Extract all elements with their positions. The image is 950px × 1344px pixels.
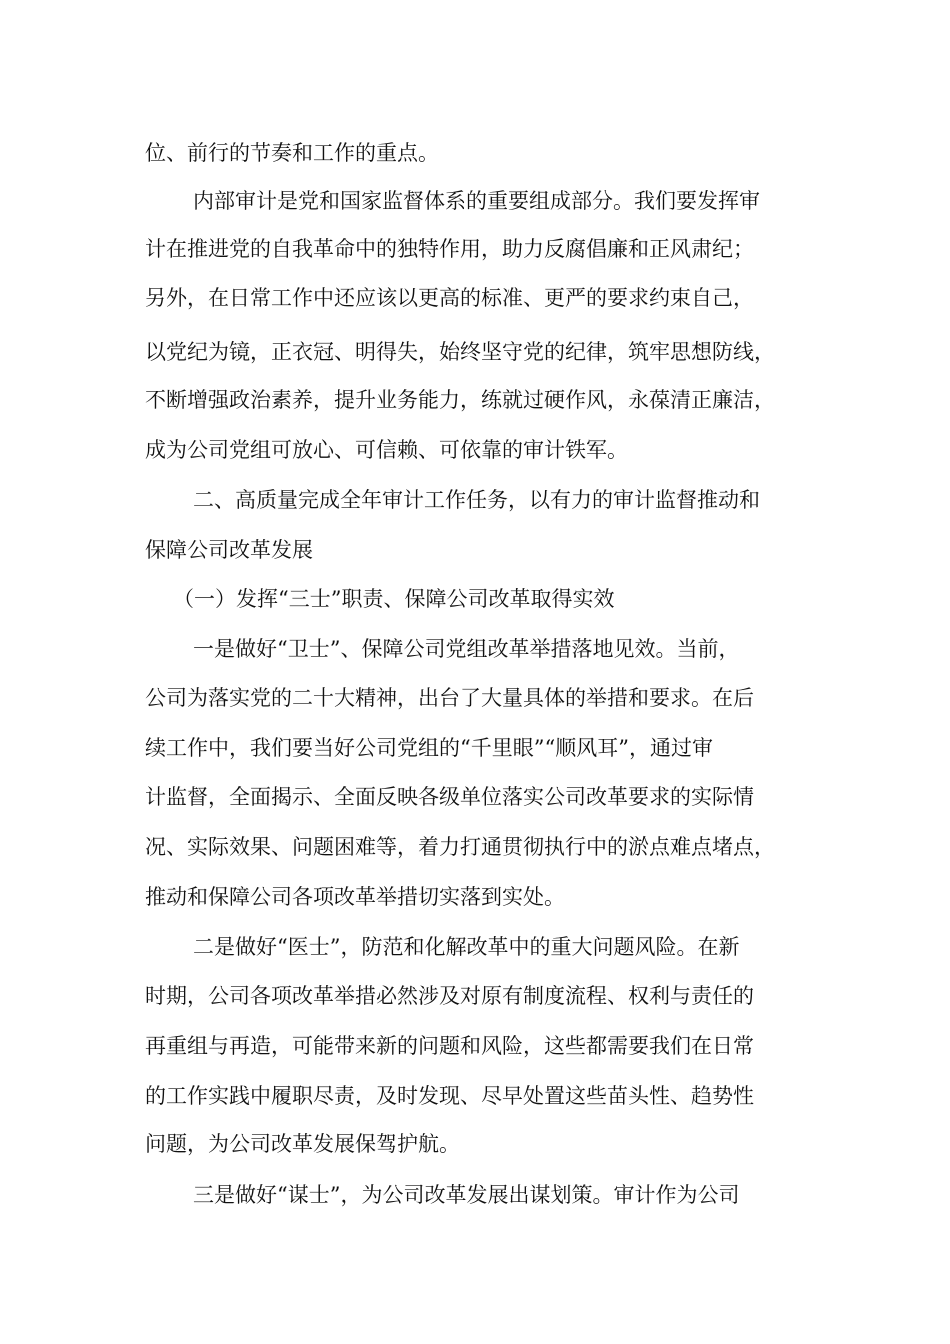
text-line: 位、前行的节奏和工作的重点。 <box>145 141 439 165</box>
paragraph-start-line: 内部审计是党和国家监督体系的重要组成部分。我们要发挥审 <box>193 189 760 213</box>
text-line: 以党纪为镜，正衣冠、明得失，始终坚守党的纪律，筑牢思想防线， <box>145 340 775 364</box>
subsection-heading: （一）发挥“三士”职责、保障公司改革取得实效 <box>173 587 615 611</box>
text-line: 成为公司党组可放心、可信赖、可依靠的审计铁军。 <box>145 438 628 462</box>
paragraph-start-line: 二是做好“医士”，防范和化解改革中的重大问题风险。在新 <box>193 935 740 959</box>
text-line: 续工作中，我们要当好公司党组的“千里眼”“顺风耳”，通过审 <box>145 736 713 760</box>
text-line: 的工作实践中履职尽责，及时发现、尽早处置这些苗头性、趋势性 <box>145 1084 754 1108</box>
section-heading-line: 二、高质量完成全年审计工作任务，以有力的审计监督推动和 <box>193 488 760 512</box>
text-line: 推动和保障公司各项改革举措切实落到实处。 <box>145 885 565 909</box>
section-heading-line: 保障公司改革发展 <box>145 538 313 562</box>
text-line: 另外，在日常工作中还应该以更高的标准、更严的要求约束自己， <box>145 286 754 310</box>
paragraph-start-line: 三是做好“谋士”，为公司改革发展出谋划策。审计作为公司 <box>193 1183 740 1207</box>
text-line: 计监督，全面揭示、全面反映各级单位落实公司改革要求的实际情 <box>145 785 754 809</box>
text-line: 再重组与再造，可能带来新的问题和风险，这些都需要我们在日常 <box>145 1034 754 1058</box>
text-line: 公司为落实党的二十大精神，出台了大量具体的举措和要求。在后 <box>145 686 754 710</box>
text-line: 况、实际效果、问题困难等，着力打通贯彻执行中的淤点难点堵点， <box>145 835 775 859</box>
text-line: 不断增强政治素养，提升业务能力，练就过硬作风，永葆清正廉洁， <box>145 388 775 412</box>
paragraph-start-line: 一是做好“卫士”、保障公司党组改革举措落地见效。当前， <box>193 637 740 661</box>
text-line: 问题，为公司改革发展保驾护航。 <box>145 1132 460 1156</box>
text-line: 计在推进党的自我革命中的独特作用，助力反腐倡廉和正风肃纪； <box>145 237 754 261</box>
text-line: 时期，公司各项改革举措必然涉及对原有制度流程、权利与责任的 <box>145 984 754 1008</box>
